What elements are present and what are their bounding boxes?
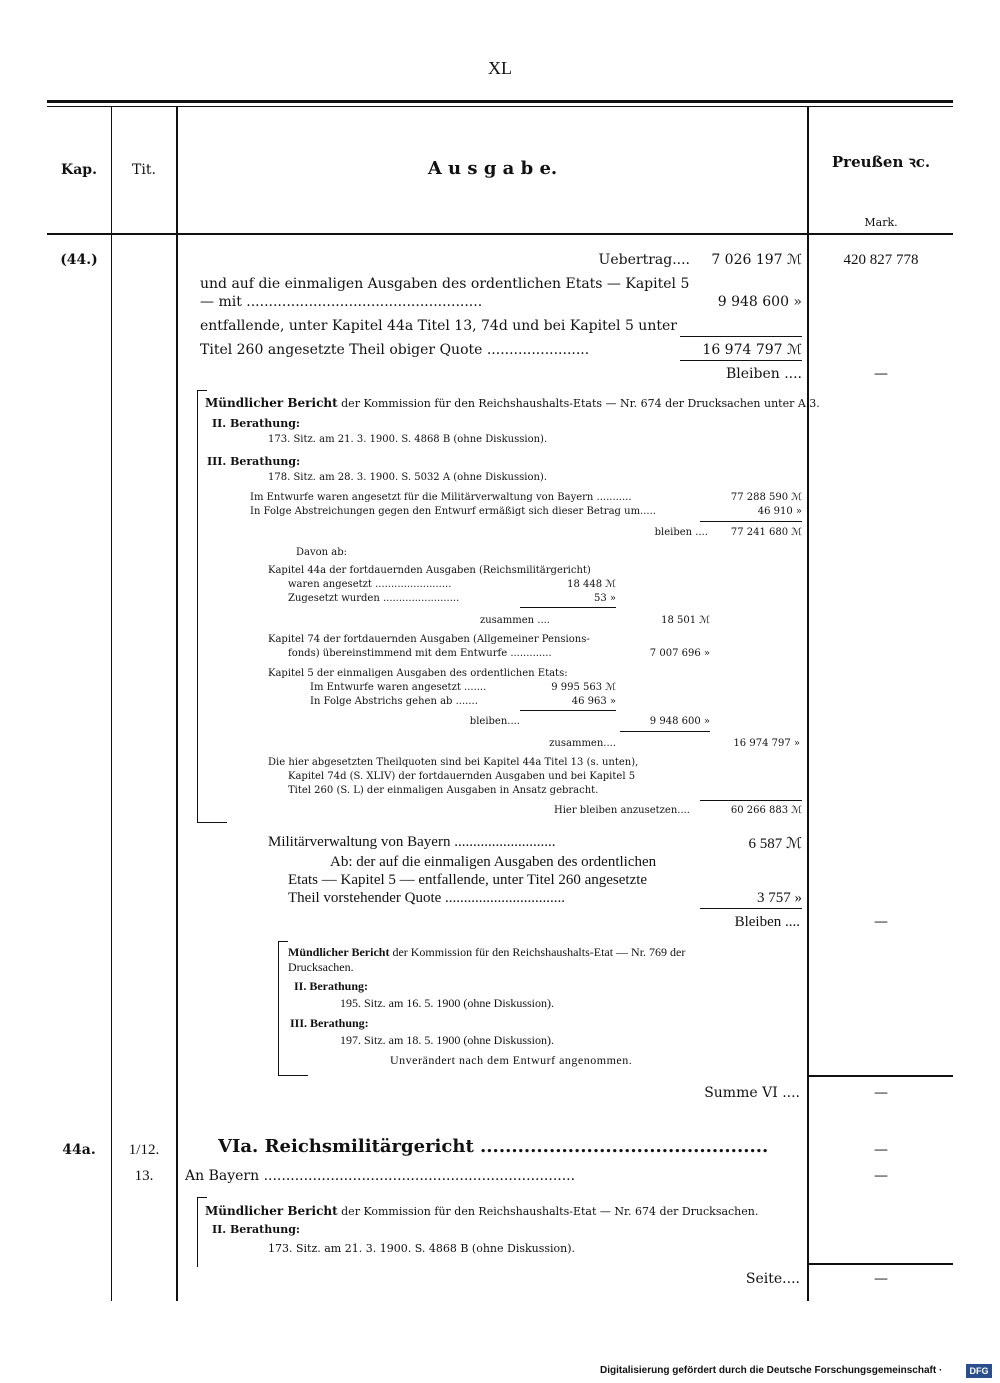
sec1-preussen-value: 420 827 778	[843, 252, 919, 268]
box1-r1: Im Entwurfe waren angesetzt für die Militärverwaltung von Bayern ...........	[250, 492, 632, 503]
box1-zusammen-1: zusammen ....	[479, 615, 550, 626]
box1-bracket-bottom	[197, 822, 227, 823]
box1-k5-2-value: 9 995 563 ℳ	[551, 682, 616, 693]
box1-k5-3: In Folge Abstrichs gehen ab .......	[310, 696, 478, 707]
sum-rule	[700, 800, 802, 801]
seite-dash: —	[874, 1271, 888, 1287]
top-rule-thin	[47, 106, 953, 107]
box2-berathung-2-line: 195. Sitz. am 16. 5. 1900 (ohne Diskussion).	[340, 996, 554, 1010]
sec1-line2: und auf die einmaligen Ausgaben des ordentlichen Etats — Kapitel 5	[200, 276, 690, 292]
box2-berathung-3-line: 197. Sitz. am 18. 5. 1900 (ohne Diskussion).	[340, 1033, 554, 1047]
box2-head-rest: der Kommission für den Reichshaushalts-Etat — Nr. 769 der	[392, 945, 686, 959]
seite-label: Seite....	[745, 1271, 800, 1287]
box1-berathung-2: II. Berathung:	[212, 417, 300, 430]
box1-head	[205, 396, 820, 410]
sec2-dash: —	[874, 914, 888, 930]
box2-berathung-2: II. Berathung:	[294, 979, 369, 993]
box2-head	[288, 945, 685, 960]
summe-dash: —	[874, 1085, 888, 1101]
box1-hier-bleiben-value: 60 266 883 ℳ	[730, 805, 802, 816]
sec1-line4: entfallende, unter Kapitel 44a Titel 13, 74d und bei Kapitel 5 unter	[200, 318, 677, 334]
sec1-kap: (44.)	[60, 252, 98, 268]
box1-k5-bleiben-value: 9 948 600 »	[649, 716, 710, 727]
sec1-dash: —	[874, 366, 888, 382]
box1-r1-value: 77 288 590 ℳ	[730, 492, 802, 503]
box2-bracket-top	[278, 941, 288, 942]
box1-r2: In Folge Abstreichungen gegen den Entwurf ermäßigt sich dieser Betrag um.....	[250, 506, 656, 517]
box2-head-rest2: Drucksachen.	[288, 960, 354, 974]
box1-berathung-3: III. Berathung:	[207, 455, 301, 468]
box2-bracket	[278, 941, 279, 1075]
col-divider-kap	[111, 106, 112, 1301]
sum-rule	[520, 607, 616, 608]
sec1-line3-value: 9 948 600 »	[717, 294, 802, 310]
sum-rule	[700, 521, 802, 522]
header-rule	[47, 233, 953, 235]
box1-zusammen-1-value: 18 501 ℳ	[661, 615, 710, 626]
sec2-line1: Militärverwaltung von Bayern ...........................	[268, 834, 556, 850]
sec1-bleiben: Bleiben ....	[725, 366, 802, 382]
sec2-line4-value: 3 757 »	[757, 890, 802, 906]
box1-bracket	[197, 390, 198, 822]
sec3-an-bayern: An Bayern ......................................................................	[185, 1168, 576, 1184]
box3-bracket	[197, 1197, 198, 1267]
box1-davon: Davon ab:	[296, 547, 348, 558]
box1-k5-3-value: 46 963 »	[571, 696, 616, 707]
box1-r3-value: 77 241 680 ℳ	[730, 527, 802, 538]
box1-k44a-3: Zugesetzt wurden ........................	[288, 593, 460, 604]
sum-rule	[520, 710, 616, 711]
box3-bracket-top	[197, 1197, 207, 1198]
sum-rule	[680, 336, 802, 337]
summe-label: Summe VI ....	[704, 1085, 800, 1101]
sec3-dash-2: —	[874, 1168, 888, 1184]
footer-text: Digitalisierung gefördert durch die Deutsche Forschungsgemeinschaft ·	[600, 1365, 943, 1376]
box1-berathung-2-line: 173. Sitz. am 21. 3. 1900. S. 4868 B (ohne Diskussion).	[268, 434, 548, 445]
header-kap: Kap.	[61, 162, 97, 178]
box1-berathung-3-line: 178. Sitz. am 28. 3. 1900. S. 5032 A (ohne Diskussion).	[268, 472, 547, 483]
sec1-line5: Titel 260 angesetzte Theil obiger Quote .......................	[200, 342, 590, 358]
sec2-bleiben: Bleiben ....	[734, 914, 800, 930]
box2-unveraendert: Unverändert nach dem Entwurf angenommen.	[390, 1053, 633, 1067]
box1-k5-2: Im Entwurfe waren angesetzt .......	[310, 682, 487, 693]
header-mark: Mark.	[864, 216, 898, 229]
sec3-tit-1: 1/12.	[128, 1142, 160, 1158]
box1-k44a-3-value: 53 »	[593, 593, 616, 604]
box3-head	[205, 1204, 758, 1218]
header-ausgabe: A u s g a b e.	[427, 158, 558, 179]
box1-head-bold: Mündlicher Bericht	[205, 396, 338, 410]
sec2-line4: Theil vorstehender Quote ................................	[288, 890, 566, 906]
box1-k74-1: Kapitel 74 der fortdauernden Ausgaben (Allgemeiner Pensions-	[268, 634, 590, 645]
box1-note-1: Die hier abgesetzten Theilquoten sind bei Kapitel 44a Titel 13 (s. unten),	[268, 757, 639, 768]
seite-rule	[807, 1263, 953, 1265]
box1-r3: bleiben ....	[654, 527, 708, 538]
sec2-line3: Etats — Kapitel 5 — entfallende, unter Titel 260 angesetzte	[288, 872, 648, 888]
box3-berathung-2-line: 173. Sitz. am 21. 3. 1900. S. 4868 B (ohne Diskussion).	[268, 1242, 576, 1255]
box3-head-rest: der Kommission für den Reichshaushalts-Etat — Nr. 674 der Drucksachen.	[341, 1205, 759, 1218]
sec1-line5-value: 16 974 797 ℳ	[702, 342, 802, 358]
box1-hier-bleiben: Hier bleiben anzusetzen....	[554, 805, 690, 816]
sum-rule	[680, 360, 802, 361]
sec2-line2: Ab: der auf die einmaligen Ausgaben des ordentlichen	[330, 854, 657, 870]
box2-head-bold: Mündlicher Bericht	[288, 945, 390, 959]
summe-rule	[807, 1075, 953, 1077]
sec1-uebertrag-value: 7 026 197 ℳ	[711, 252, 802, 268]
col-divider-preussen	[807, 106, 809, 1301]
dfg-logo: DFG	[966, 1364, 992, 1378]
sum-rule	[700, 908, 802, 909]
box1-note-2: Kapitel 74d (S. XLIV) der fortdauernden Ausgaben und bei Kapitel 5	[288, 771, 636, 782]
page-number: XL	[488, 58, 512, 78]
header-preussen: Preußen ꝛc.	[831, 153, 931, 171]
box1-bracket-top	[197, 390, 207, 391]
sec1-uebertrag-label: Uebertrag....	[598, 252, 690, 268]
box1-k44a-2: waren angesetzt ........................	[288, 579, 452, 590]
sec1-line3: — mit .....................................................	[200, 294, 483, 310]
sec3-kap: 44a.	[62, 1142, 96, 1158]
sec3-title: VIa. Reichsmilitärgericht ..............................................	[218, 1136, 769, 1157]
box3-head-bold: Mündlicher Bericht	[205, 1204, 338, 1218]
header-tit: Tit.	[132, 162, 156, 178]
sec2-line1-value: 6 587 ℳ	[748, 836, 802, 852]
sec3-tit-2: 13.	[134, 1168, 154, 1184]
box2-bracket-bottom	[278, 1075, 308, 1076]
box1-note-3: Titel 260 (S. L) der einmaligen Ausgaben in Ansatz gebracht.	[288, 785, 599, 796]
sum-rule	[620, 731, 710, 732]
box3-berathung-2: II. Berathung:	[212, 1223, 300, 1236]
box1-zusammen-2: zusammen....	[549, 738, 616, 749]
top-rule	[47, 100, 953, 103]
box1-k74-2-value: 7 007 696 »	[649, 648, 710, 659]
box1-k44a-1: Kapitel 44a der fortdauernden Ausgaben (Reichsmilitärgericht)	[268, 565, 591, 576]
sec3-dash-1: —	[874, 1142, 888, 1158]
box1-k5-1: Kapitel 5 der einmaligen Ausgaben des ordentlichen Etats:	[268, 668, 568, 679]
box1-k74-2: fonds) übereinstimmend mit dem Entwurfe .............	[288, 648, 552, 659]
box2-berathung-3: III. Berathung:	[290, 1016, 369, 1030]
box1-k44a-2-value: 18 448 ℳ	[567, 579, 616, 590]
col-divider-tit	[176, 106, 178, 1301]
box1-zusammen-2-value: 16 974 797 »	[733, 738, 800, 749]
box1-k5-bleiben: bleiben....	[469, 716, 520, 727]
box1-head-rest: der Kommission für den Reichshaushalts-Etats — Nr. 674 der Drucksachen unter A 3.	[341, 397, 820, 410]
box1-r2-value: 46 910 »	[757, 506, 802, 517]
